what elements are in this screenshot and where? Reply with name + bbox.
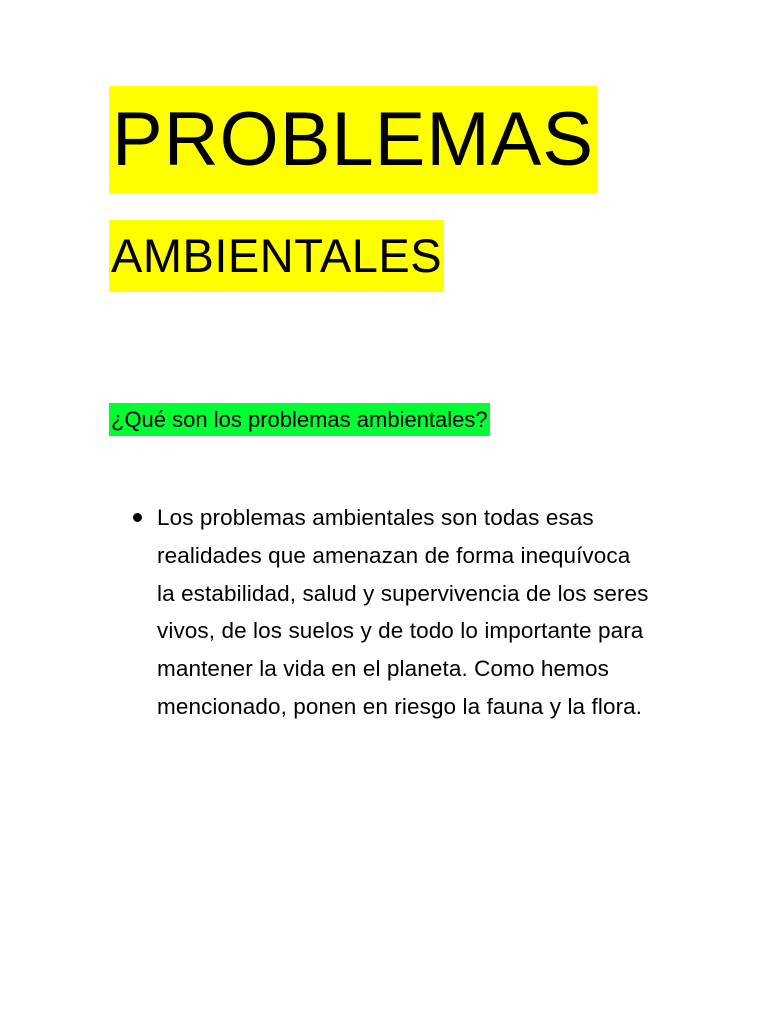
title-line-2: AMBIENTALES [109,220,444,292]
bullet-list [130,499,650,726]
bullet-dot-icon [133,513,142,522]
bullet-text: Los problemas ambientales son todas esas realidades que amenazan de forma inequívoca la estabilidad, salud y supervivencia de los seres vivos, de los suelos y de todo lo importante para mantener la vida en el planeta. Como hemos mencionado, ponen en riesgo la fauna y la flora. [157,505,649,719]
title-line-1: PROBLEMAS [109,86,597,193]
list-item [130,499,650,726]
section-question: ¿Qué son los problemas ambientales? [109,403,490,436]
